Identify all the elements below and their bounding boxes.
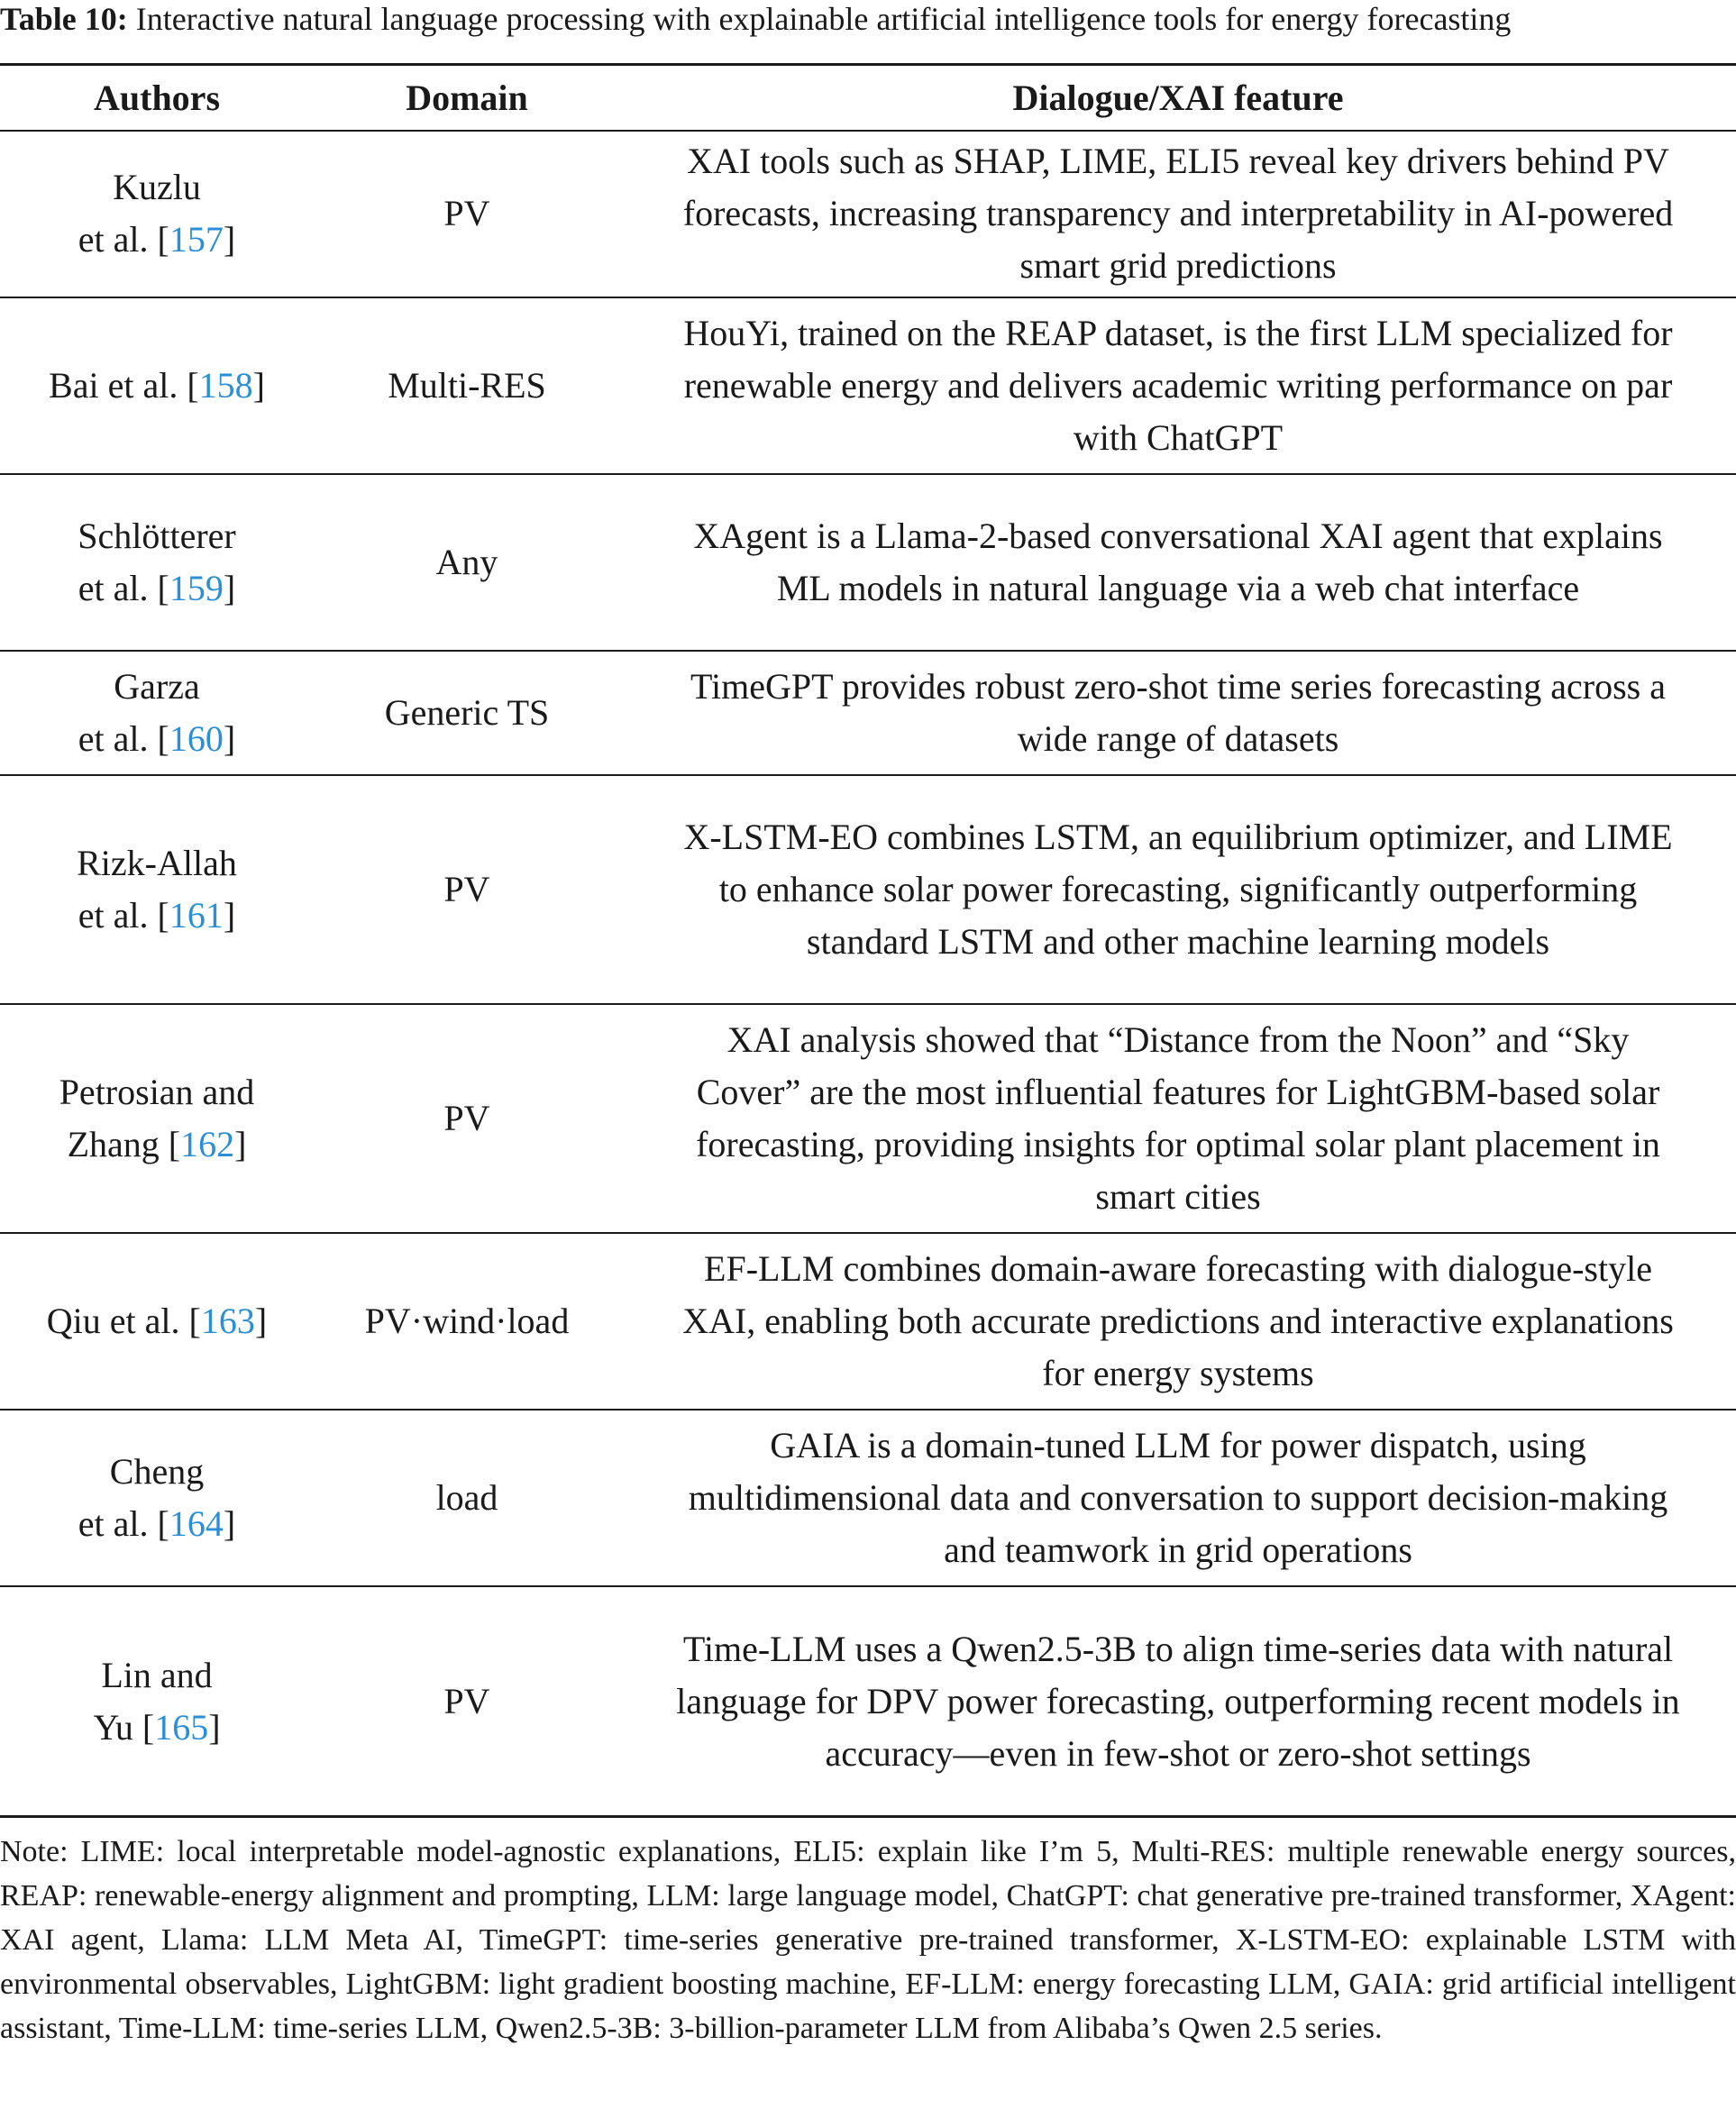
- author-bracket: ]: [223, 1503, 236, 1544]
- reference-link[interactable]: 164: [169, 1503, 224, 1544]
- table-bottom-rule: [0, 1815, 1736, 1818]
- table-header-row: [0, 66, 1736, 130]
- table-caption: [0, 0, 1736, 41]
- table-row: [0, 130, 1736, 297]
- author-bracket: ]: [223, 218, 236, 260]
- author-line1: Schlötterer: [78, 516, 236, 556]
- author-bracket: ]: [254, 1301, 268, 1341]
- table-row: [0, 297, 1736, 474]
- table-row: [0, 1233, 1736, 1410]
- cell-domain: PV: [314, 130, 620, 297]
- table-row: [0, 474, 1736, 651]
- table-row: [0, 775, 1736, 1004]
- author-bracket: ]: [223, 895, 236, 936]
- cell-authors: [0, 775, 314, 1004]
- cell-feature: Time-LLM uses a Qwen2.5-3B to align time-series data with natural language for DPV power forecasting, outperforming recent models in accuracy—even in few-shot or zero-shot settings: [676, 1628, 1680, 1774]
- author-line2: et al. [: [78, 568, 169, 608]
- cell-feature: HouYi, trained on the REAP dataset, is the first LLM specialized for renewable energy and delivers academic writing performance on par with ChatGPT: [620, 297, 1736, 474]
- author-bracket: ]: [223, 568, 236, 608]
- cell-domain: Any: [314, 474, 620, 651]
- cell-authors: [0, 1586, 314, 1815]
- table-row: [0, 651, 1736, 775]
- reference-link[interactable]: 158: [198, 365, 253, 406]
- cell-authors: [0, 130, 314, 297]
- author-line2: et al. [: [78, 718, 169, 759]
- cell-domain: Multi-RES: [314, 297, 620, 474]
- cell-feature: GAIA is a domain-tuned LLM for power dispatch, using multidimensional data and conversation to support decision-making and teamwork in grid operations: [620, 1410, 1736, 1586]
- cell-domain: PV: [314, 775, 620, 1004]
- cell-authors: [0, 651, 314, 775]
- author-line2: et al. [: [78, 895, 169, 936]
- reference-link[interactable]: 161: [169, 895, 224, 936]
- reference-link[interactable]: 157: [169, 218, 224, 260]
- author-line1: Lin and: [101, 1654, 213, 1695]
- cell-feature: XAgent is a Llama-2-based conversational XAI agent that explains ML models in natural language via a web chat interface: [620, 474, 1736, 651]
- header-domain: Domain: [406, 77, 528, 118]
- reference-link[interactable]: 159: [169, 568, 224, 608]
- reference-link[interactable]: 160: [169, 718, 224, 759]
- author-line1: Cheng: [109, 1451, 205, 1492]
- cell-authors: [0, 297, 314, 474]
- author-bracket: ]: [223, 718, 236, 759]
- author-line2: Qiu et al. [: [46, 1301, 201, 1341]
- cell-feature: X-LSTM-EO combines LSTM, an equilibrium optimizer, and LIME to enhance solar power forecasting, significantly outperforming standard LSTM and other machine learning models: [620, 775, 1736, 1004]
- cell-feature: TimeGPT provides robust zero-shot time series forecasting across a wide range of datasets: [620, 651, 1736, 775]
- author-bracket: ]: [252, 365, 265, 406]
- cell-domain: PV·wind·load: [314, 1233, 620, 1410]
- table-row: [0, 1410, 1736, 1586]
- cell-domain: load: [314, 1410, 620, 1586]
- table-row: [0, 1586, 1736, 1815]
- author-line1: Petrosian and: [59, 1072, 255, 1112]
- table-row: [0, 1004, 1736, 1233]
- table-caption-label: Table 10:: [0, 1, 128, 37]
- cell-feature: EF-LLM combines domain-aware forecasting with dialogue-style XAI, enabling both accurate predictions and interactive explanations for energy systems: [620, 1233, 1736, 1410]
- author-bracket: ]: [234, 1124, 247, 1164]
- author-line2: Bai et al. [: [49, 365, 199, 406]
- author-line1: Garza: [114, 666, 200, 707]
- author-line2: et al. [: [78, 218, 169, 260]
- cell-authors: [0, 1233, 314, 1410]
- header-authors: Authors: [93, 77, 221, 118]
- data-table: [0, 66, 1736, 1815]
- cell-feature: XAI analysis showed that “Distance from the Noon” and “Sky Cover” are the most influential features for LightGBM-based solar forecasting, providing insights for optimal solar plant placement in smart cities: [620, 1004, 1736, 1233]
- author-line2: Zhang [: [67, 1124, 181, 1164]
- cell-feature: XAI tools such as SHAP, LIME, ELI5 reveal key drivers behind PV forecasts, increasing transparency and interpretability in AI-powered smart grid predictions: [620, 130, 1736, 297]
- cell-authors: [0, 1410, 314, 1586]
- author-line1: Kuzlu: [113, 166, 201, 207]
- reference-link[interactable]: 165: [154, 1706, 209, 1748]
- cell-authors: [0, 474, 314, 651]
- table-note: Note: LIME: local interpretable model-agnostic explanations, ELI5: explain like I’m 5, Multi-RES: multiple renewable energy sources, REAP: renewable-energy alignment and prompting, LLM: large language model, ChatGPT: chat generative pre-trained transformer, XAgent: XAI agent, Llama: LLM Meta AI, TimeGPT: time-series generative pre-trained transformer, X-LSTM-EO: explainable LSTM with environmental observables, LightGBM: light gradient boosting machine, EF-LLM: energy forecasting LLM, GAIA: grid artificial intelligent assistant, Time-LLM: time-series LLM, Qwen2.5-3B: 3-billion-parameter LLM from Alibaba’s Qwen 2.5 series.: [0, 1835, 1736, 2045]
- cell-authors: [0, 1004, 314, 1233]
- author-line2: et al. [: [78, 1503, 169, 1544]
- header-feature: Dialogue/XAI feature: [1012, 77, 1344, 118]
- reference-link[interactable]: 162: [180, 1124, 235, 1164]
- cell-domain: PV: [314, 1004, 620, 1233]
- reference-link[interactable]: 163: [200, 1301, 255, 1341]
- author-line1: Rizk-Allah: [77, 843, 237, 883]
- cell-domain: Generic TS: [314, 651, 620, 775]
- author-bracket: ]: [208, 1706, 221, 1748]
- table-caption-text: Interactive natural language processing with explainable artificial intelligence tools for energy forecasting: [127, 1, 1512, 37]
- cell-domain: PV: [443, 1680, 490, 1721]
- author-line2: Yu [: [93, 1706, 155, 1748]
- table-body: [0, 130, 1736, 1815]
